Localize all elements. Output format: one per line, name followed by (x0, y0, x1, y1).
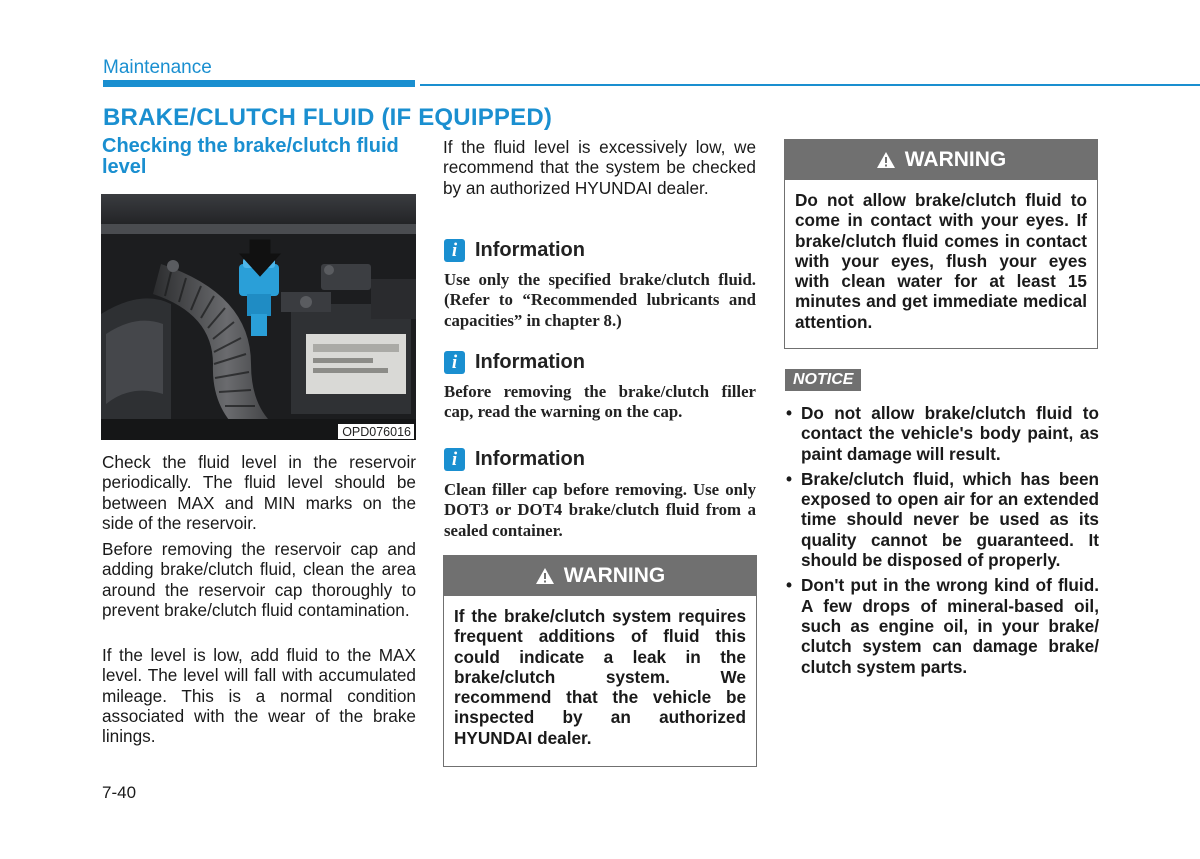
paragraph: If the level is low, add fluid to the MAX level. The level will fall with accumulated mileage. This is a normal condition associated with the wear of the brake linings. (102, 645, 416, 747)
engine-bay-illustration (101, 194, 416, 440)
warning-triangle-icon (876, 151, 896, 169)
notice-label: NOTICE (785, 369, 861, 391)
paragraph: If the fluid level is excessively low, we recommend that the system be checked by an authorized HYUNDAI dealer. (443, 137, 756, 198)
warning-title: WARNING (563, 564, 666, 587)
page-number: 7-40 (102, 783, 137, 802)
warning-box (784, 139, 1098, 349)
information-icon: i (444, 351, 465, 374)
warning-header (444, 556, 756, 596)
information-title: Information (475, 448, 585, 470)
notice-item: • Brake/clutch fluid, which has been exposed to open air for an extended time should never be used as its quality cannot be guaranteed. It should be disposed of properly. (785, 469, 1099, 570)
header-rule-thick (103, 80, 415, 87)
paragraph: Before removing the reservoir cap and adding brake/clutch fluid, clean the area around the reservoir cap thoroughly to prevent brake/clutch fluid contamination. (102, 539, 416, 620)
notice-item: • Do not allow brake/clutch fluid to contact the vehicle's body paint, as paint damage will result. (785, 403, 1099, 464)
warning-box (443, 555, 757, 767)
subsection-heading: Checking the brake/clutch fluid level (102, 135, 399, 178)
section-label: Maintenance (103, 57, 212, 78)
information-text: Before removing the brake/clutch filler cap, read the warning on the cap. (444, 382, 756, 422)
information-title: Information (475, 239, 585, 261)
page-title: BRAKE/CLUTCH FLUID (IF EQUIPPED) (103, 104, 553, 131)
engine-bay-photo (101, 194, 416, 440)
information-text: Use only the specified brake/clutch fluid. (Refer to “Recommended lubricants and capacities” in chapter 8.) (444, 270, 756, 330)
paragraph: Check the fluid level in the reservoir periodically. The fluid level should be between MAX and MIN marks on the side of the reservoir. (102, 452, 416, 533)
image-code-label: OPD076016 (338, 424, 414, 439)
notice-item: • Don't put in the wrong kind of fluid. A few drops of mineral-based oil, such as engine oil, in your brake/ clutch system can damage brake/ clutch system parts. (785, 575, 1099, 676)
information-heading (444, 448, 585, 471)
warning-text: Do not allow brake/clutch fluid to come in contact with your eyes. If brake/clutch fluid comes in contact with your eyes, flush your eyes with clean water for at least 15 minutes and get immediate medical attention. (795, 190, 1087, 332)
information-text: Clean filler cap before removing. Use only DOT3 or DOT4 brake/clutch fluid from a sealed container. (444, 480, 756, 540)
information-title: Information (475, 351, 585, 373)
notice-list (785, 403, 1099, 682)
warning-triangle-icon (535, 567, 555, 585)
information-icon: i (444, 239, 465, 262)
information-heading (444, 239, 585, 262)
warning-text: If the brake/clutch system requires frequent additions of fluid this could indicate a leak in the brake/clutch system. We recommend that the vehicle be inspected by an authorized HYUNDAI dealer. (454, 606, 746, 748)
information-icon: i (444, 448, 465, 471)
information-heading (444, 351, 585, 374)
warning-title: WARNING (904, 148, 1007, 171)
warning-header (785, 140, 1097, 180)
header-rule-thin (420, 84, 1200, 86)
